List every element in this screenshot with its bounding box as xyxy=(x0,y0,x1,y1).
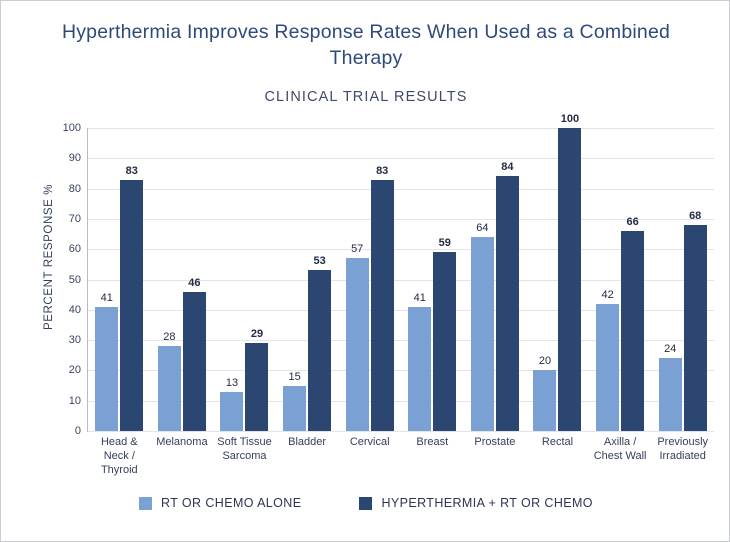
bar-value-label: 46 xyxy=(188,276,201,289)
bar-value-label: 100 xyxy=(560,113,580,125)
bar-group xyxy=(213,128,276,431)
y-tick-label: 0 xyxy=(74,425,81,437)
plot-area xyxy=(62,113,714,476)
chart-subtitle: CLINICAL TRIAL RESULTS xyxy=(264,89,468,105)
x-tick-label-line: Neck / xyxy=(103,450,135,462)
legend-item[interactable] xyxy=(359,496,592,510)
bar xyxy=(120,164,143,431)
y-tick-label: 20 xyxy=(68,364,81,377)
bar xyxy=(496,161,519,431)
bar-group xyxy=(651,128,714,431)
bar-group xyxy=(338,128,401,431)
bar-value-label: 15 xyxy=(288,370,301,383)
bar-group xyxy=(88,128,151,431)
bar-value-label: 24 xyxy=(664,343,677,356)
x-tick-label-line: Head & xyxy=(100,436,138,448)
bar xyxy=(283,370,306,431)
bar-value-label: 66 xyxy=(626,216,639,229)
y-tick-label: 90 xyxy=(68,152,81,165)
bar xyxy=(684,209,707,431)
x-tick-label-line: Breast xyxy=(416,436,449,448)
bar xyxy=(183,276,206,431)
bar xyxy=(308,255,331,431)
bar-value-label: 84 xyxy=(501,161,514,174)
bar xyxy=(533,355,556,431)
bar-group xyxy=(151,128,214,431)
x-tick-label-line: Melanoma xyxy=(156,436,208,448)
bar xyxy=(596,288,619,431)
x-tick-label-line: Previously xyxy=(657,436,709,448)
bar-value-label: 59 xyxy=(438,237,451,250)
bar xyxy=(220,376,243,431)
legend-swatch-icon xyxy=(359,497,372,510)
legend-label: RT OR CHEMO ALONE xyxy=(161,496,302,510)
gridline xyxy=(74,425,714,437)
bar xyxy=(245,328,268,431)
bar-group xyxy=(464,128,527,431)
bar-value-label: 57 xyxy=(351,243,364,256)
bar-group xyxy=(526,113,589,431)
bar xyxy=(433,237,456,431)
y-tick-label: 60 xyxy=(68,243,81,256)
legend-item[interactable] xyxy=(139,496,301,510)
y-tick-label: 10 xyxy=(68,394,81,407)
x-tick-label-line: Chest Wall xyxy=(593,450,647,462)
bar xyxy=(346,243,369,431)
bar xyxy=(371,164,394,431)
chart-legend xyxy=(1,496,730,510)
chart-title: Hyperthermia Improves Response Rates When Used as a Combined Therapy xyxy=(61,21,671,69)
bar-value-label: 53 xyxy=(313,255,326,268)
x-tick-label-line: Cervical xyxy=(349,436,390,448)
bar xyxy=(471,222,494,431)
bar-value-label: 83 xyxy=(125,164,138,177)
bar-group xyxy=(589,128,652,431)
y-tick-label: 70 xyxy=(68,212,81,225)
x-tick-label-line: Rectal xyxy=(541,436,574,448)
y-tick-label: 30 xyxy=(68,334,81,347)
y-tick-label: 50 xyxy=(68,273,81,286)
bar-value-label: 29 xyxy=(250,328,264,341)
legend-swatch-icon xyxy=(139,497,152,510)
x-tick-label-line: Prostate xyxy=(474,436,516,448)
bar xyxy=(558,113,581,431)
x-tick-label xyxy=(643,435,722,463)
bar-value-label: 83 xyxy=(376,164,389,177)
bar xyxy=(621,216,644,431)
bar-value-label: 68 xyxy=(689,209,702,222)
x-tick-label-line: Sarcoma xyxy=(222,450,267,462)
y-tick-label: 80 xyxy=(68,182,81,195)
bar-value-label: 64 xyxy=(476,222,489,235)
bar-value-label: 20 xyxy=(538,355,552,368)
bar-value-label: 28 xyxy=(163,331,176,344)
bar xyxy=(408,291,431,431)
legend-label: HYPERTHERMIA + RT OR CHEMO xyxy=(381,496,593,510)
y-tick-label: 100 xyxy=(62,122,81,134)
x-tick-label-line: Irradiated xyxy=(659,450,706,462)
y-axis-label: PERCENT RESPONSE % xyxy=(43,183,55,331)
x-tick-label-line: Soft Tissue xyxy=(217,436,272,448)
bar-value-label: 13 xyxy=(225,376,239,389)
bar xyxy=(158,331,181,431)
bar-group xyxy=(276,128,339,431)
bar-value-label: 41 xyxy=(413,291,426,304)
x-tick-label-line: Axilla / xyxy=(603,436,637,448)
y-tick-label: 40 xyxy=(68,303,81,316)
bar xyxy=(659,343,682,431)
bar xyxy=(95,291,118,431)
x-tick-label-line: Thyroid xyxy=(100,464,138,476)
bar-value-label: 41 xyxy=(100,291,113,304)
bar-value-label: 42 xyxy=(601,288,614,301)
x-tick-label-line: Bladder xyxy=(288,436,327,448)
bar-group xyxy=(401,128,464,431)
